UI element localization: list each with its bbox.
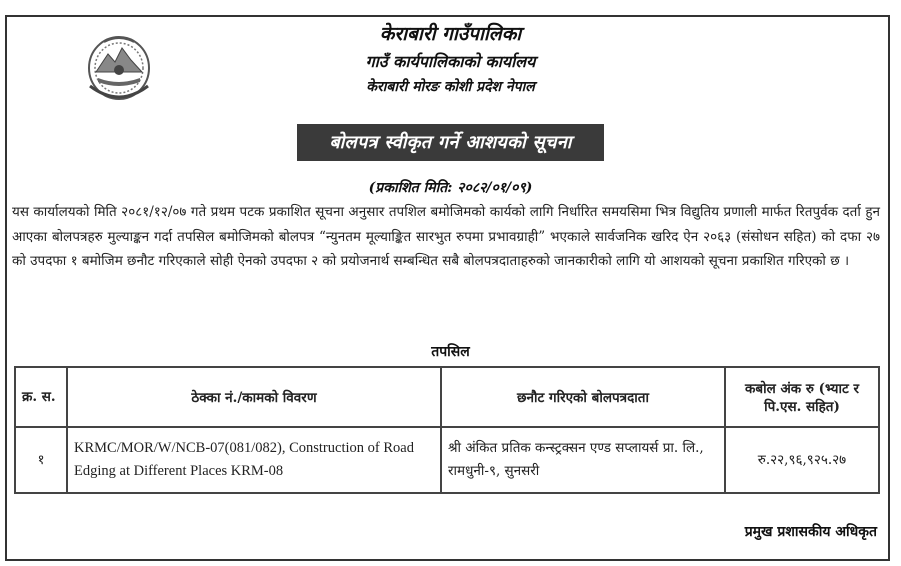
- header-serial: क्र. स.: [15, 367, 67, 427]
- header-bidder: छनौट गरिएको बोलपत्रदाता: [441, 367, 725, 427]
- notice-body: यस कार्यालयको मिति २०८१/१२/०७ गते प्रथम पटक प्रकाशित सूचना अनुसार तपशिल बमोजिमको कार्यको लागि निर्धारित समयसिमा भित्र विद्युतिय प्रणाली मार्फत रितपुर्वक दर्ता हुन आएका बोलपत्रहरु मुल्याङ्कन गर्दा तपसिल बमोजिमको बोलपत्र “न्युनतम मूल्याङ्कित सारभुत रुपमा प्रभावग्राही” भएकाले सार्वजनिक खरिद ऐन २०६३ (संसोधन सहित) को दफा २७ को उपदफा १ बमोजिम छनौट गरिएकाले सोही ऐनको उपदफा २ को प्रयोजनार्थ सम्बन्धित सबै बोलपत्रदाताहरुको जानकारीको लागि यो आशयको सूचना प्रकाशित गरिएको छ ।: [12, 204, 880, 269]
- office-header: [0, 20, 901, 99]
- office-subtitle: गाउँ कार्यपालिकाको कार्यालय: [365, 52, 536, 71]
- notice-title: बोलपत्र स्वीकृत गर्ने आशयको सूचना: [297, 124, 603, 161]
- table-header-row: [15, 367, 879, 427]
- row-description: KRMC/MOR/W/NCB-07(081/082), Construction of Road Edging at Different Places KRM-08: [67, 427, 441, 493]
- published-date: (प्रकाशित मिति: २०८२/०१/०९): [368, 180, 533, 196]
- header-amount: कबोल अंक रु (भ्याट र पि.एस. सहित): [725, 367, 879, 427]
- details-heading: तपसिल: [431, 344, 470, 360]
- table-row: [15, 427, 879, 493]
- office-address: केराबारी मोरङ कोशी प्रदेश नेपाल: [366, 79, 535, 95]
- row-amount: रु.२२,९६,९२५.२७: [725, 427, 879, 493]
- header-description: ठेक्का नं./कामको विवरण: [67, 367, 441, 427]
- signatory-title: प्रमुख प्रशासकीय अधिकृत: [744, 524, 877, 540]
- row-bidder: श्री अंकित प्रतिक कन्स्ट्रक्सन एण्ड सप्लायर्स प्रा. लि., रामधुनी-९, सुनसरी: [441, 427, 725, 493]
- details-table: [14, 366, 880, 494]
- office-name: केराबारी गाउँपालिका: [379, 23, 522, 45]
- row-serial: १: [15, 427, 67, 493]
- notice-title-wrap: [0, 124, 901, 161]
